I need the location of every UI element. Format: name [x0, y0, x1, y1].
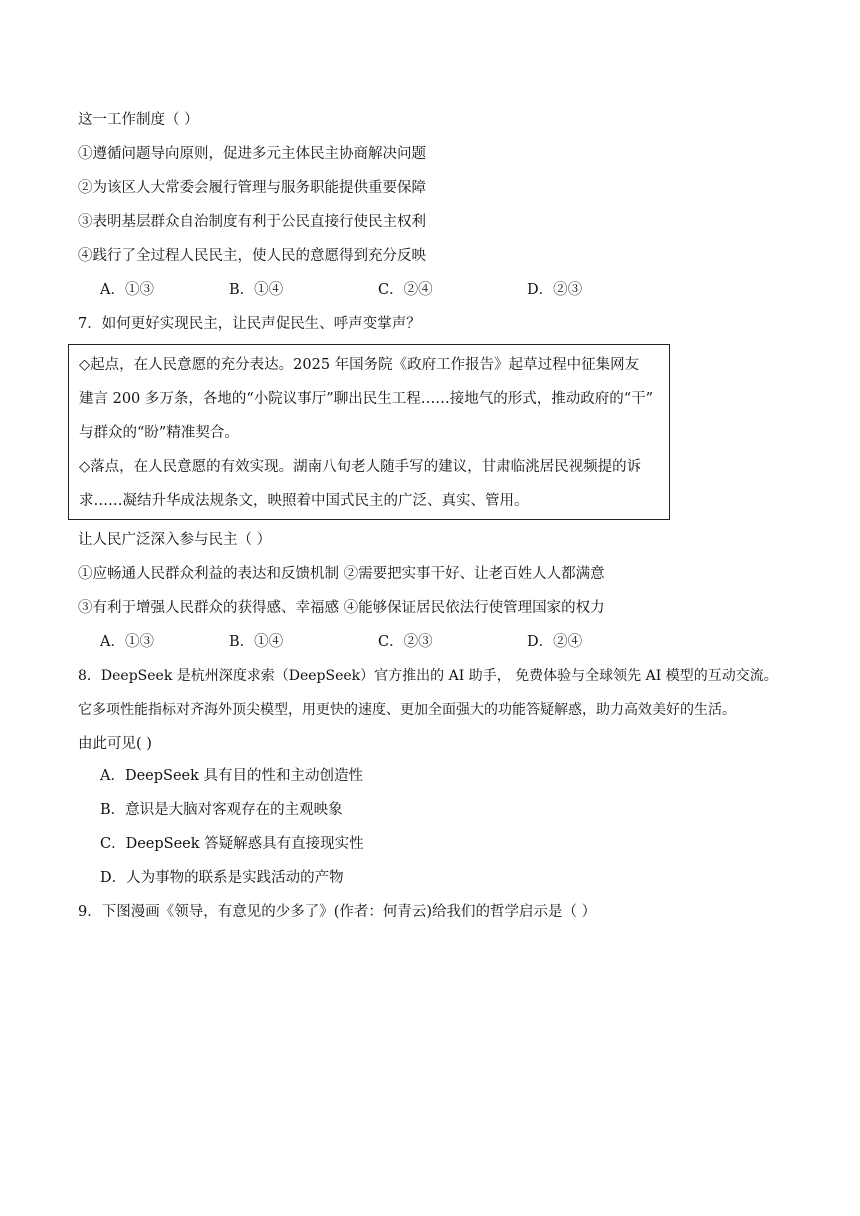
q8-stem-line-3: 由此可见( ) — [78, 736, 152, 752]
q7-option-c: C．②③ — [378, 634, 433, 650]
q6-statement-1: ①遵循问题导向原则，促进多元主体民主协商解决问题 — [78, 146, 426, 162]
q7-material-box — [68, 344, 670, 520]
q7-option-b: B．①④ — [229, 634, 284, 650]
q8-option-c: C．DeepSeek 答疑解惑具有直接现实性 — [100, 836, 364, 852]
q7-material-line-2: 建言 200 多万条，各地的“小院议事厅”聊出民生工程……接地气的形式，推动政府的“干” — [79, 391, 654, 407]
q8-option-a: A．DeepSeek 具有目的性和主动创造性 — [100, 768, 364, 784]
q7-material-line-5: 求……凝结升华成法规条文，映照着中国式民主的广泛、真实、管用。 — [79, 493, 529, 509]
q6-statement-3: ③表明基层群众自治制度有利于公民直接行使民主权利 — [78, 214, 426, 230]
q7-option-d: D．②④ — [527, 634, 583, 650]
q7-question: 让人民广泛深入参与民主（ ） — [78, 532, 272, 548]
q7-material-line-1: ◇起点，在人民意愿的充分表达。2025 年国务院《政府工作报告》起草过程中征集网友 — [79, 357, 640, 373]
q6-stem-tail: 这一工作制度（ ） — [78, 112, 199, 128]
q6-statement-2: ②为该区人大常委会履行管理与服务职能提供重要保障 — [78, 180, 426, 196]
q6-option-d: D．②③ — [527, 282, 583, 298]
q8-stem-line-1: 8．DeepSeek 是杭州深度求索（DeepSeek）官方推出的 AI 助手， 免费体验与全球领先 AI 模型的互动交流。 — [78, 668, 778, 684]
q8-option-d: D．人为事物的联系是实践活动的产物 — [100, 870, 344, 886]
q6-option-b: B．①④ — [229, 282, 284, 298]
q8-stem-line-2: 它多项性能指标对齐海外顶尖模型，用更快的速度、更加全面强大的功能答疑解惑，助力高效美好的生活。 — [78, 702, 736, 718]
q6-option-c: C．②④ — [378, 282, 433, 298]
q9-stem: 9．下图漫画《领导，有意见的少多了》(作者：何青云)给我们的哲学启示是（ ） — [78, 904, 597, 920]
q8-option-b: B．意识是大脑对客观存在的主观映象 — [100, 802, 343, 818]
q7-option-a: A．①③ — [100, 634, 154, 650]
q7-statements-row-2: ③有利于增强人民群众的获得感、幸福感 ④能够保证居民依法行使管理国家的权力 — [78, 600, 605, 616]
q7-stem: 7．如何更好实现民主，让民声促民生、呼声变掌声？ — [78, 316, 421, 332]
q7-statements-row-1: ①应畅通人民群众利益的表达和反馈机制 ②需要把实事干好、让老百姓人人都满意 — [78, 566, 605, 582]
q7-material-line-3: 与群众的“盼”精准契合。 — [79, 425, 239, 441]
q7-material-line-4: ◇落点，在人民意愿的有效实现。湖南八旬老人随手写的建议，甘肃临洮居民视频提的诉 — [79, 459, 642, 475]
q6-option-a: A．①③ — [100, 282, 154, 298]
q6-statement-4: ④践行了全过程人民民主，使人民的意愿得到充分反映 — [78, 248, 426, 264]
